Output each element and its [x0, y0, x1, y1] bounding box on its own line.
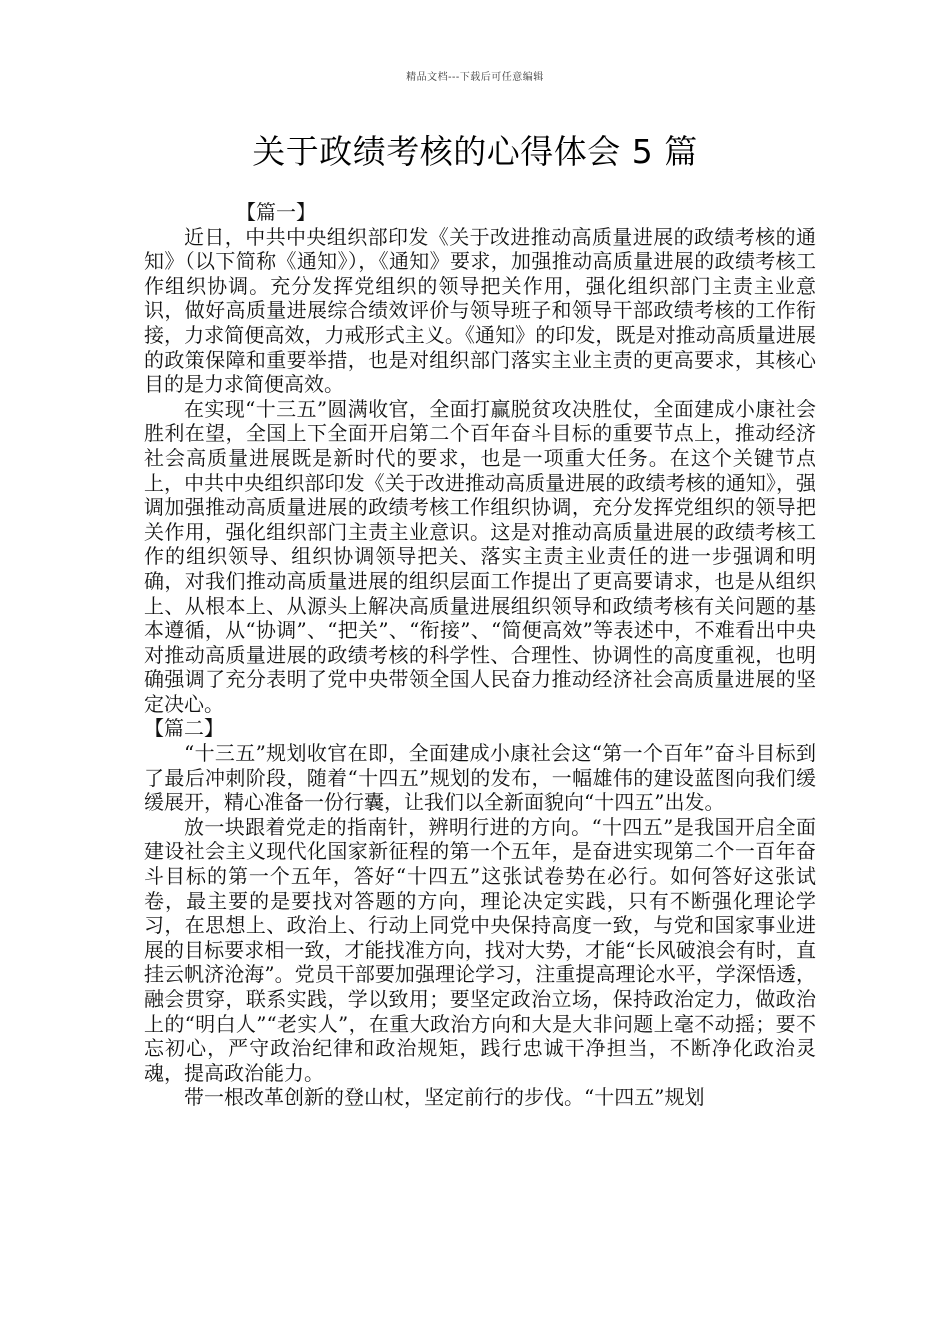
section-1	[144, 200, 816, 716]
page-header: 精品文档---下载后可任意编辑	[406, 72, 544, 83]
document-body	[144, 200, 816, 1110]
document-title: 关于政绩考核的心得体会 5 篇	[252, 132, 698, 171]
section-heading: 【篇二】	[144, 716, 224, 741]
paragraph: 放一块跟着党走的指南针，辨明行进的方向。“十四五”是我国开启全面建设社会主义现代化国家新征程的第一个五年，是奋进实现第二个一百年奋斗目标的第一个五年，答好“十四五”这张试卷势在必行。如何答好这张试卷，最主要的是要找对答题的方向，理论决定实践，只有不断强化理论学习，在思想上、政治上、行动上同党中央保持高度一致，与党和国家事业进展的目标要求相一致，才能找准方向，找对大势，才能“长风破浪会有时，直挂云帆济沧海”。党员干部要加强理论学习，注重提高理论水平，学深悟透，融会贯穿，联系实践，学以致用；要坚定政治立场，保持政治定力，做政治上的“明白人”“老实人”，在重大政治方向和大是大非问题上毫不动摇；要不忘初心，严守政治纪律和政治规矩，践行忠诚干净担当，不断净化政治灵魂，提高政治能力。	[144, 814, 816, 1085]
paragraph: 在实现“十三五”圆满收官，全面打赢脱贫攻决胜仗，全面建成小康社会胜利在望，全国上下全面开启第二个百年奋斗目标的重要节点上，推动经济社会高质量进展既是新时代的要求，也是一项重大任务。在这个关键节点上，中共中央组织部印发《关于改进推动高质量进展的政绩考核的通知》，强调加强推动高质量进展的政绩考核工作组织协调，充分发挥党组织的领导把关作用，强化组织部门主责主业意识。这是对推动高质量进展的政绩考核工作的组织领导、组织协调领导把关、落实主责主业责任的进一步强调和明确，对我们推动高质量进展的组织层面工作提出了更高要请求，也是从组织上、从根本上、从源头上解决高质量进展组织领导和政绩考核有关问题的基本遵循，从“协调”、“把关”、“衔接”、“简便高效”等表述中，不难看出中央对推动高质量进展的政绩考核的科学性、合理性、协调性的高度重视，也明确强调了充分表明了党中央带领全国人民奋力推动经济社会高质量进展的坚定决心。	[144, 396, 816, 716]
section-2	[144, 716, 816, 1110]
paragraph: “十三五”规划收官在即，全面建成小康社会这“第一个百年”奋斗目标到了最后冲刺阶段，随着“十四五”规划的发布，一幅雄伟的建设蓝图向我们缓缓展开，精心准备一份行囊，让我们以全新面貌向“十四五”出发。	[144, 741, 816, 815]
section-heading: 【篇一】	[236, 200, 316, 224]
paragraph: 近日，中共中央组织部印发《关于改进推动高质量进展的政绩考核的通知》（以下简称《通知》），《通知》要求，加强推动高质量进展的政绩考核工作组织协调。充分发挥党组织的领导把关作用，强化组织部门主责主业意识，做好高质量进展综合绩效评价与领导班子和领导干部政绩考核的工作衔接，力求简便高效，力戒形式主义。《通知》的印发，既是对推动高质量进展的政策保障和重要举措，也是对组织部门落实主业主责的更高要求，其核心目的是力求简便高效。	[144, 224, 816, 397]
paragraph: 带一根改革创新的登山杖，坚定前行的步伐。“十四五”规划	[184, 1085, 705, 1110]
